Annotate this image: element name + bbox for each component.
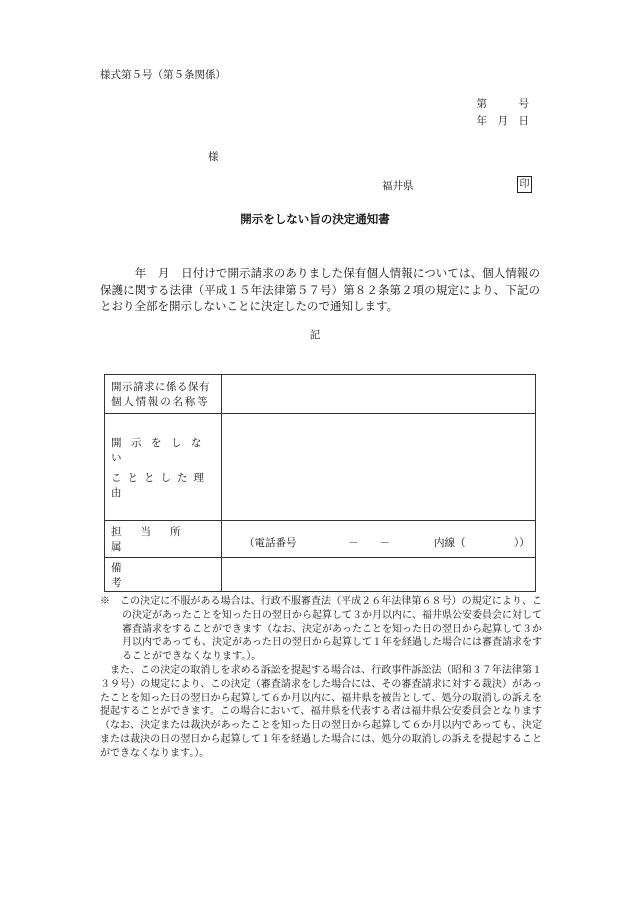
notice-body [100, 265, 540, 315]
label-line-2: こととした理由 [111, 471, 210, 499]
table-row-remarks [105, 558, 536, 592]
form-label: 様式第５号（第５条関係） [100, 69, 226, 81]
department-field[interactable] [222, 521, 536, 558]
issuer-name: 福井県 [382, 180, 414, 192]
label-line-2: 個人情報の名称等 [111, 396, 210, 408]
row-label-reason [105, 414, 222, 521]
row-label-department [105, 521, 222, 558]
reason-field[interactable] [222, 414, 536, 521]
remarks-field[interactable] [222, 558, 536, 592]
addressee-honorific: 様 [208, 151, 219, 163]
row-label-remarks [105, 558, 222, 592]
details-table [104, 374, 536, 592]
label-line-1: 開示をしない [111, 436, 211, 464]
note-lawsuit: また、この決定の取消しを求める訴訟を提起する場合は、行政事件訴訟法（昭和３７年法律第１３９号）の規定により、この決定（審査請求をした場合には、その審査請求に対する裁決）があったことを知った日の翌日から起算して６か月以内に、福井県を被告として、処分の取消しの訴えを提起することができます。この場合において、福井県を代表する者は福井県公安委員会となります（なお、決定または裁決があったことを知った日の翌日から起算して６か月以内であっても、決定または裁決の日の翌日から起算して１年を経過した場合には、処分の取消しの訴えを提起することができなくなります。）。 [100, 664, 542, 759]
issue-date: 年 月 日 [476, 115, 529, 127]
document-name-field[interactable] [222, 375, 536, 414]
table-row-department [105, 521, 536, 558]
seal-stamp-box: 印 [517, 176, 532, 193]
phone-label: （電話番号 [244, 537, 297, 549]
ki-heading: 記 [309, 329, 321, 341]
document-number: 第 号 [476, 98, 529, 110]
note-appeal: ※ この決定に不服がある場合は、行政不服審査法（平成２６年法律第６８号）の規定により、この決定があったことを知った日の翌日から起算して３か月以内に、福井県公安委員会に対して審査請求をすることができます（なお、決定があったことを知った日の翌日から起算して３か月以内であっても、決定があった日の翌日から起算して１年を経過した場合には審査請求をすることができなくなります。）。 [100, 596, 542, 663]
remarks-label: 備考 [111, 561, 193, 589]
table-row-reason [105, 414, 536, 521]
notice-body-text: 年 月 日付けで開示請求のありました保有個人情報については、個人情報の保護に関する法律（平成１５年法律第５７号）第８２条第２項の規定により、下記のとおり全部を開示しないことに決定したので通知します。 [100, 266, 540, 313]
department-label: 担当所属 [111, 526, 200, 553]
row-label-document-name [105, 375, 222, 414]
phone-dashes: － － [348, 537, 390, 549]
extension-label: 内線（ [434, 537, 466, 549]
notes [100, 595, 542, 761]
closing-parens: ）） [514, 537, 530, 549]
table-row-document-name [105, 375, 536, 414]
document-title: 開示をしない旨の決定通知書 [240, 212, 390, 226]
label-line-1: 開示請求に係る保有 [111, 381, 210, 393]
